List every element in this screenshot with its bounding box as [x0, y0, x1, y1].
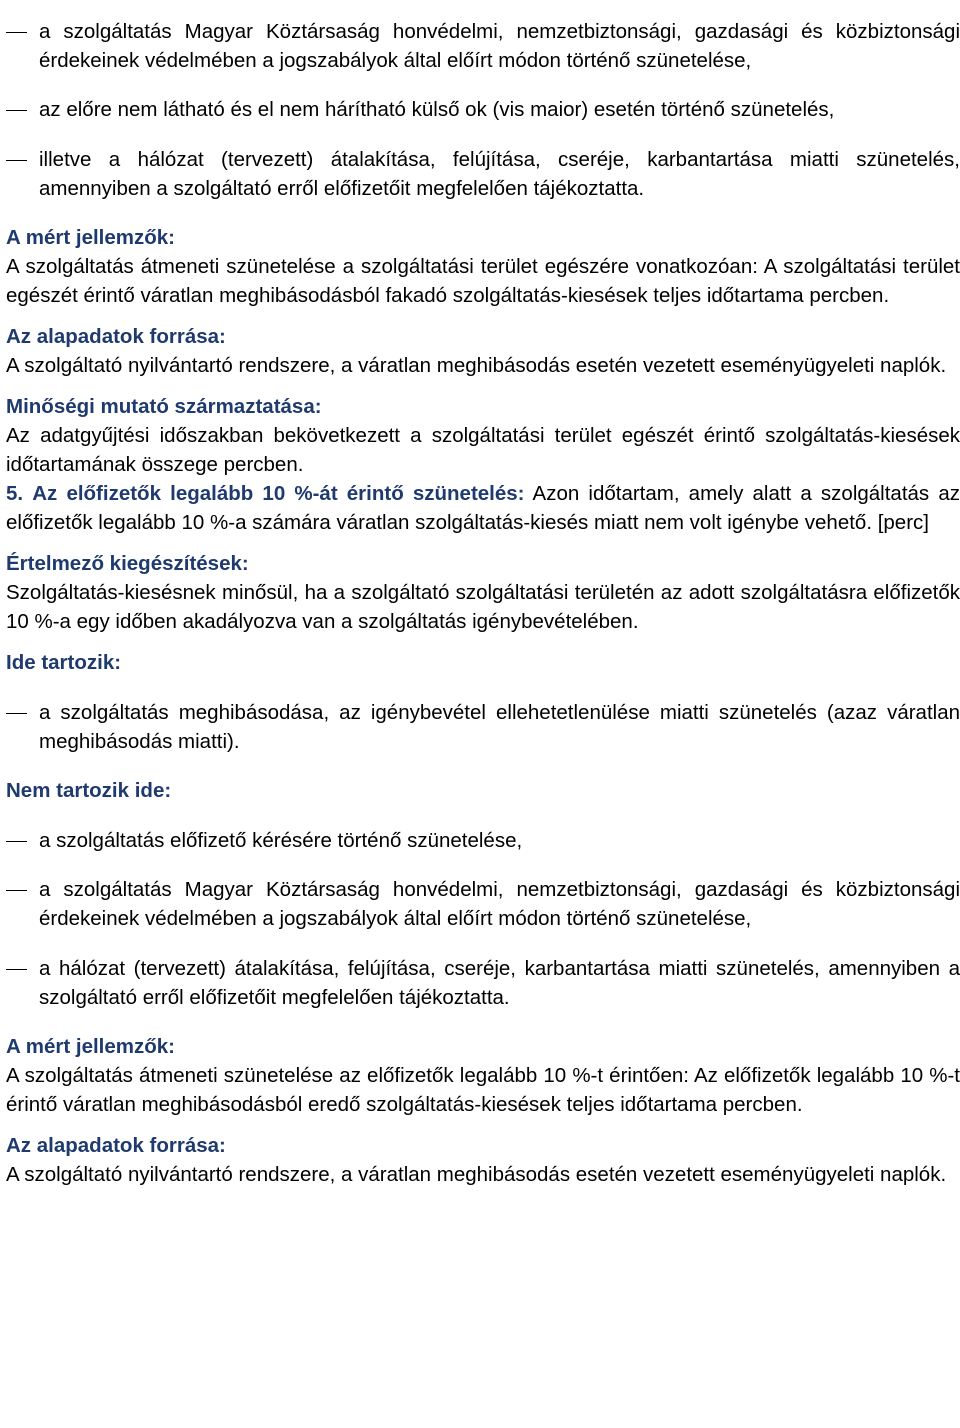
dash-bullet-icon: [6, 110, 27, 111]
dash-bullet-icon: [6, 841, 27, 842]
dash-bullet-icon: [6, 713, 27, 714]
section-text: A szolgáltató nyilvántartó rendszere, a váratlan meghibásodás esetén vezetett eseményügyeleti naplók.: [6, 354, 947, 377]
section-text: A szolgáltatás átmeneti szünetelése a szolgáltatási terület egészére vonatkozóan: A szolgáltatási terület egészét érintő váratlan meghibásodásból fakadó szolgáltatás-kiesések teljes időtartama percben.: [6, 255, 960, 307]
section-heading: Ide tartozik:: [6, 651, 122, 674]
dash-bullet-icon: [6, 160, 27, 161]
section-measured-characteristics-2: [6, 1032, 960, 1119]
list-item: a szolgáltatás előfizető kérésére történő szünetelése,: [6, 826, 960, 855]
section-heading: Az alapadatok forrása:: [6, 325, 226, 348]
section-not-included: [6, 776, 960, 1012]
section-data-source-2: [6, 1131, 960, 1189]
section-text: A szolgáltatás átmeneti szünetelése az előfizetők legalább 10 %-t érintően: Az előfizetők legalább 10 %-t érintő váratlan meghibásodásból eredő szolgáltatás-kiesések teljes időtartama percben.: [6, 1064, 960, 1116]
section-text: Az adatgyűjtési időszakban bekövetkezett a szolgáltatási terület egészét érintő szolgáltatás-kiesések időtartamának összege percben.: [6, 424, 960, 476]
section-text: Szolgáltatás-kiesésnek minősül, ha a szolgáltató szolgáltatási területén az adott szolgáltatásra előfizetők 10 %-a egy időben akadályozva van a szolgáltatás igénybevételében.: [6, 581, 960, 633]
section-data-source: [6, 322, 960, 380]
dash-bullet-icon: [6, 32, 27, 33]
list-item: a szolgáltatás Magyar Köztársaság honvédelmi, nemzetbiztonsági, gazdasági és közbiztonsági érdekeinek védelmében a jogszabályok által előírt módon történő szünetelése,: [6, 17, 960, 75]
section-derivation: [6, 392, 960, 479]
section-heading: Az alapadatok forrása:: [6, 1134, 226, 1157]
section-text: A szolgáltató nyilvántartó rendszere, a váratlan meghibásodás esetén vezetett eseményügyeleti naplók.: [6, 1163, 947, 1186]
list-top: [6, 17, 960, 203]
numbered-item-5: [6, 479, 960, 537]
section-heading: A mért jellemzők:: [6, 226, 175, 249]
section-heading: Minőségi mutató származtatása:: [6, 395, 322, 418]
item-number: 5.: [6, 482, 24, 505]
section-heading: A mért jellemzők:: [6, 1035, 175, 1058]
section-measured-characteristics: [6, 223, 960, 310]
list-item: a szolgáltatás meghibásodása, az igénybevétel ellehetetlenülése miatti szünetelés (azaz váratlan meghibásodás miatti).: [6, 698, 960, 756]
list-item: az előre nem látható és el nem hárítható külső ok (vis maior) esetén történő szünetelés,: [6, 95, 960, 124]
dash-bullet-icon: [6, 890, 27, 891]
section-heading: Értelmező kiegészítések:: [6, 552, 249, 575]
list-item: a hálózat (tervezett) átalakítása, felújítása, cseréje, karbantartása miatti szünetelés, amennyiben a szolgáltató erről előfizetőit megfelelően tájékoztatta.: [6, 954, 960, 1012]
list-item: a szolgáltatás Magyar Köztársaság honvédelmi, nemzetbiztonsági, gazdasági és közbiztonsági érdekeinek védelmében a jogszabályok által előírt módon történő szünetelése,: [6, 875, 960, 933]
section-included: [6, 648, 960, 756]
list-item: illetve a hálózat (tervezett) átalakítása, felújítása, cseréje, karbantartása miatti szünetelés, amennyiben a szolgáltató erről előfizetőit megfelelően tájékoztatta.: [6, 145, 960, 203]
section-heading: Nem tartozik ide:: [6, 779, 172, 802]
dash-bullet-icon: [6, 969, 27, 970]
item-title: Az előfizetők legalább 10 %-át érintő szünetelés:: [32, 482, 525, 505]
item-text: Azon időtartam, amely alatt a szolgáltatás az előfizetők legalább 10 %-a számára váratlan szolgáltatás-kiesés miatt nem volt igénybe vehető. [perc]: [6, 482, 960, 534]
section-interpretation: [6, 549, 960, 636]
